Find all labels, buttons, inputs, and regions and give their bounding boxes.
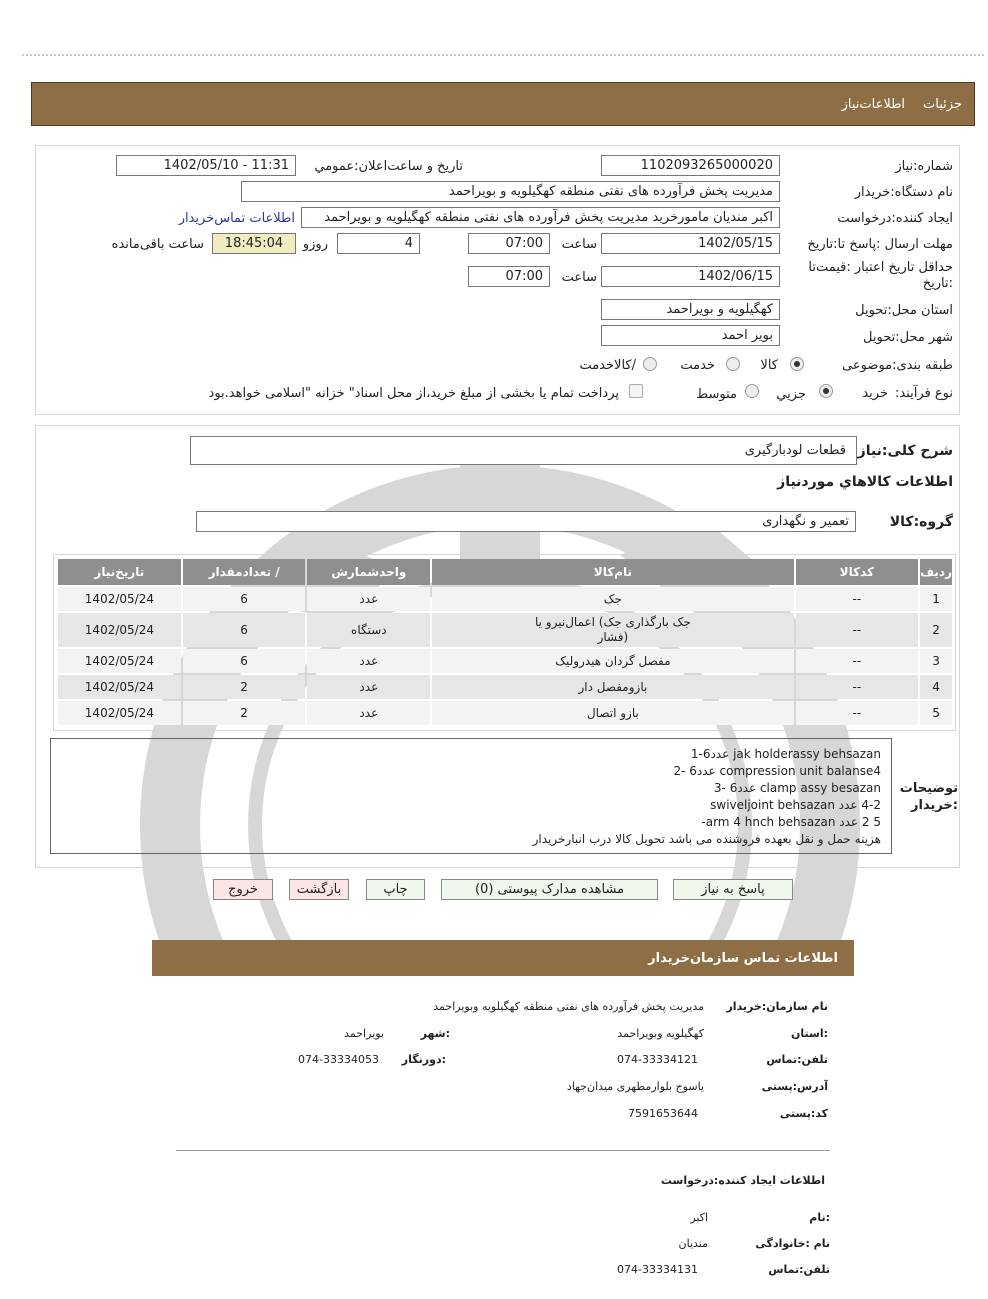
page-header-bar (31, 82, 975, 126)
cell-row: 3 (920, 649, 952, 673)
cell-qty: 2 (183, 675, 306, 699)
validity-time-field: 07:00 (468, 266, 550, 287)
buyer-contact-link[interactable]: اطلاعات تماس‌خریدار (178, 211, 295, 226)
cell-name: جک بارگذاری جک) اعمال‌نیرو یا (فشار (432, 613, 793, 647)
process-medium-radio[interactable] (745, 384, 759, 398)
validity-label: حداقل تاریخ اعتبار :قیمت‌تا :تاریخ (808, 260, 953, 291)
cell-date: 1402/05/24 (58, 675, 181, 699)
deadline-date-field: 1402/05/15 (601, 233, 780, 254)
goods-table (56, 557, 954, 727)
cell-code: -- (796, 675, 919, 699)
creator-family-value: مندیان (678, 1237, 708, 1250)
validity-hour-label: ساعت (561, 270, 597, 285)
days-field: 4 (337, 233, 420, 254)
col-row-header: ردیف (920, 559, 952, 585)
treasury-payment-checkbox[interactable] (629, 384, 643, 398)
cell-code: -- (796, 701, 919, 725)
announce-label: تاریخ و ساعت‌اعلان:عمومي (314, 159, 463, 174)
reply-button[interactable]: پاسخ به نیاز (673, 879, 793, 900)
top-divider (22, 54, 984, 56)
print-button[interactable]: چاپ (366, 879, 425, 900)
buyer-org-label: نام دستگاه:خریدار (854, 185, 953, 200)
category-service-label: خدمت (680, 358, 715, 373)
buyer-notes-label: توضیحات :خریدار (899, 781, 958, 813)
process-partial-radio[interactable] (819, 384, 833, 398)
process-label: نوع فرآیند: (895, 386, 953, 401)
deadline-time-field: 07:00 (468, 233, 550, 254)
contact-city-value: بویراحمد (344, 1027, 384, 1040)
back-button[interactable]: بازگشت (289, 879, 349, 900)
address-label: آدرس:پستی (761, 1080, 828, 1093)
col-unit-header: واحدشمارش (307, 559, 430, 585)
process-buy-label: خرید (862, 386, 888, 401)
cell-row: 5 (920, 701, 952, 725)
goods-group-field: تعمیر و نگهداری (196, 511, 856, 532)
cell-name: بازومفصل دار (432, 675, 793, 699)
creator-family-label: نام :خانوادگی (755, 1237, 830, 1250)
table-row (58, 675, 952, 699)
cell-unit: عدد (307, 649, 430, 673)
address-value: یاسوج بلوارمطهری میدان‌جهاد (566, 1080, 704, 1093)
creator-label: ایجاد کننده:درخواست (837, 211, 953, 226)
col-qty-header: / تعدادمقدار (183, 559, 306, 585)
need-number-label: شماره:نیاز (895, 159, 953, 174)
remaining-timer: 18:45:04 (212, 233, 296, 254)
goods-group-label: گروه:کالا (889, 514, 953, 530)
exit-button[interactable]: خروج (213, 879, 273, 900)
category-service-radio[interactable] (726, 357, 740, 371)
cell-name: مفصل گردان هیدرولیک (432, 649, 793, 673)
creator-phone-value: 074-33334131 (617, 1263, 698, 1276)
note-line-1: jak holderassy behsazan عدد6-1 (690, 747, 881, 761)
cell-unit: عدد (307, 587, 430, 611)
note-line-6: هزینه حمل و نقل بعهده فروشنده می باشد تحویل کالا درب انبارخریدار (532, 832, 881, 846)
cell-name: بازو اتصال (432, 701, 793, 725)
cell-qty: 6 (183, 613, 306, 647)
note-line-4: 4-2 عدد swiveljoint behsazan (710, 798, 881, 812)
postal-label: کد:پستی (779, 1107, 828, 1120)
creator-name-label: :نام (809, 1211, 830, 1224)
cell-date: 1402/05/24 (58, 649, 181, 673)
city-field: بویر احمد (601, 325, 780, 346)
province-field: کهگیلویه و بویراحمد (601, 299, 780, 320)
days-label: روزو (302, 237, 328, 252)
cell-qty: 6 (183, 649, 306, 673)
cell-code: -- (796, 613, 919, 647)
table-row (58, 587, 952, 611)
process-medium-label: متوسط (696, 387, 737, 402)
phone-label: تلفن:تماس (766, 1053, 828, 1066)
table-header-row (58, 559, 952, 585)
category-goods-label: کالا (760, 358, 778, 373)
category-goods-radio[interactable] (790, 357, 804, 371)
cell-date: 1402/05/24 (58, 613, 181, 647)
buyer-contact-header: اطلاعات تماس سازمان‌خریدار (152, 940, 854, 976)
col-code-header: کدکالا (796, 559, 919, 585)
cell-row: 4 (920, 675, 952, 699)
attachments-button[interactable]: مشاهده مدارک پیوستی (0) (441, 879, 658, 900)
note-line-2: compression unit balanse4 عدد6 -2 (673, 764, 881, 778)
creator-field: اکبر مندیان مامورخرید مدیریت پخش فرآورده های نفتی منطقه کهگیلویه و بویراحمد (301, 207, 780, 228)
cell-unit: عدد (307, 701, 430, 725)
cell-qty: 2 (183, 701, 306, 725)
postal-value: 7591653644 (628, 1107, 698, 1120)
contact-province-value: کهگیلویه وبویراحمد (617, 1027, 704, 1040)
category-both-label: /کالاخدمت (579, 358, 636, 373)
need-number-field: 1102093265000020 (601, 155, 780, 176)
table-row (58, 649, 952, 673)
goods-info-title: اطلاعات کالاهاي موردنیاز (777, 474, 953, 490)
fax-label: :دورنگار (401, 1053, 446, 1066)
cell-row: 2 (920, 613, 952, 647)
creator-phone-label: تلفن:تماس (768, 1263, 830, 1276)
validity-date-field: 1402/06/15 (601, 266, 780, 287)
cell-date: 1402/05/24 (58, 587, 181, 611)
creator-name-value: اکبر (690, 1211, 708, 1224)
phone-value: 074-33334121 (617, 1053, 698, 1066)
description-field: قطعات لودبارگیری (190, 436, 857, 465)
description-label: شرح کلی:نیاز (857, 443, 953, 459)
category-both-radio[interactable] (643, 357, 657, 371)
org-value: مدیریت پخش فرآورده های نفتی منطقه کهگیلویه وبویراحمد (433, 1000, 704, 1013)
deadline-hour-label: ساعت (561, 237, 597, 252)
cell-date: 1402/05/24 (58, 701, 181, 725)
treasury-payment-note: پرداخت تمام یا بخشی از مبلغ خرید،از محل اسناد" خزانه "اسلامی خواهد.بود (208, 386, 619, 401)
table-row (58, 613, 952, 647)
col-date-header: تاریخ‌نیاز (58, 559, 181, 585)
cell-unit: دستگاه (307, 613, 430, 647)
province-label: استان محل:تحویل (855, 303, 953, 318)
table-row (58, 701, 952, 725)
note-line-5: 5 2 عدد arm 4 hnch behsazan- (701, 815, 881, 829)
remaining-label: ساعت باقی‌مانده (111, 237, 204, 252)
fax-value: 074-33334053 (298, 1053, 379, 1066)
category-label: طبقه بندی:موضوعی (842, 358, 953, 373)
cell-name: جک (432, 587, 793, 611)
contact-divider (176, 1150, 830, 1151)
creator-section-title: اطلاعات ایجاد کننده:درخواست (660, 1174, 825, 1187)
contact-city-label: :شهر (420, 1027, 450, 1040)
cell-code: -- (796, 587, 919, 611)
city-label: شهر محل:تحویل (863, 330, 953, 345)
tab-need-info[interactable]: اطلاعات‌نیاز (841, 96, 906, 112)
contact-province-label: :استان (791, 1027, 828, 1040)
org-label: نام سازمان:خریدار (726, 1000, 828, 1013)
cell-unit: عدد (307, 675, 430, 699)
col-name-header: نام‌کالا (432, 559, 793, 585)
note-line-3: clamp assy besazan عدد6 -3 (713, 781, 881, 795)
cell-row: 1 (920, 587, 952, 611)
announce-field: 1402/05/10 - 11:31 (116, 155, 296, 176)
tab-details[interactable]: جزئیات (923, 96, 962, 112)
deadline-label: مهلت ارسال :پاسخ تا:تاریخ (807, 237, 953, 252)
cell-code: -- (796, 649, 919, 673)
cell-qty: 6 (183, 587, 306, 611)
process-partial-label: جزيي (776, 387, 806, 402)
buyer-org-field: مدیریت پخش فرآورده های نفتی منطقه کهگیلویه و بویراحمد (241, 181, 780, 202)
